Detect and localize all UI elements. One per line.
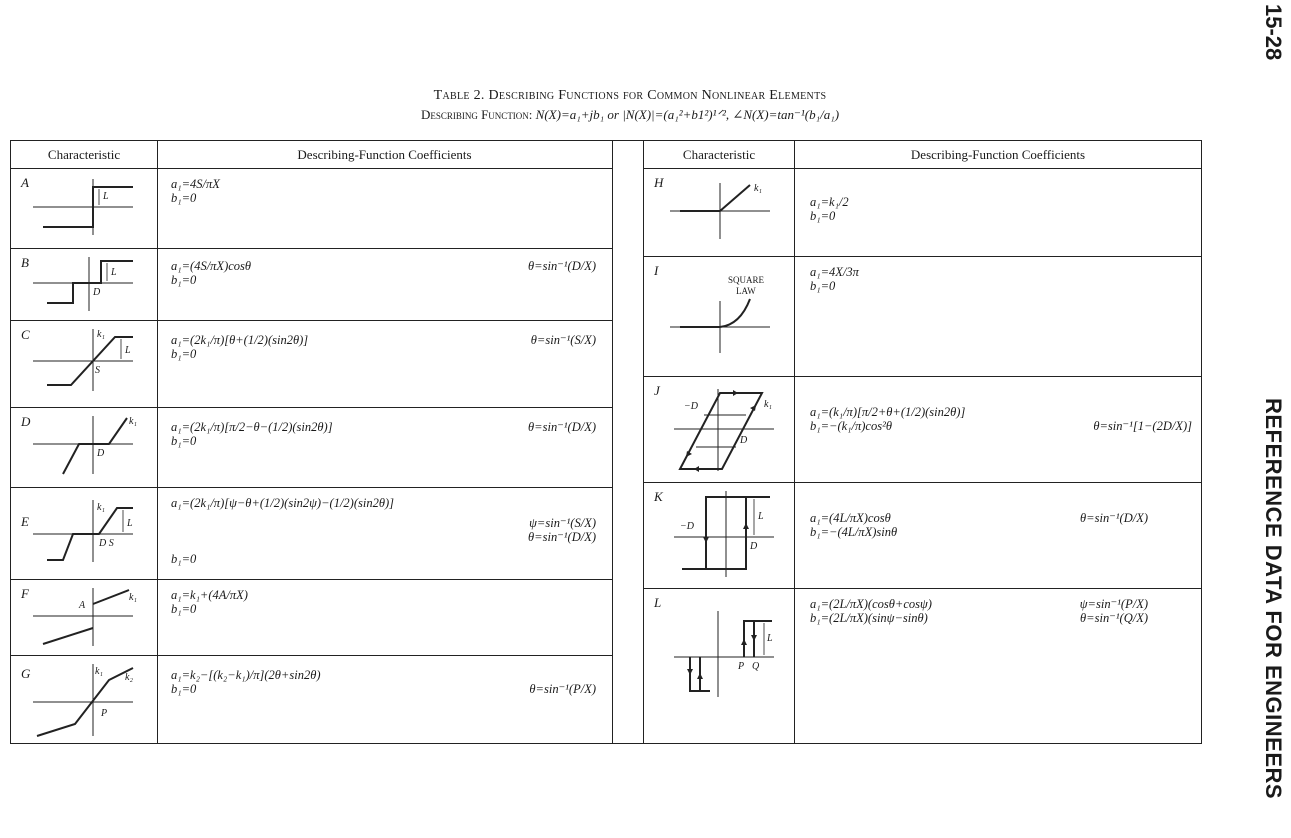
sketch-label: k₁ — [754, 183, 762, 194]
table-row-e — [11, 488, 612, 580]
coef-a1: a₁=(2k₁/π)[ψ−θ+(1/2)(sin2ψ)−(1/2)(sin2θ)] — [171, 496, 394, 510]
sketch-label: k₁ — [97, 502, 105, 513]
sketch-label: L — [767, 633, 773, 644]
characteristic-sketch-g — [33, 662, 143, 738]
row-letter: J — [654, 383, 660, 398]
row-letter: F — [21, 586, 29, 601]
table-row-d — [11, 408, 612, 488]
coef-b1: b₁=0 — [171, 552, 197, 566]
sketch-label: A — [79, 600, 86, 611]
sketch-label: k₁ — [129, 592, 137, 603]
characteristic-sketch-e — [33, 498, 143, 564]
coef-a1: a₁=(2k₁/π)[θ+(1/2)(sin2θ)] — [171, 333, 309, 347]
row-letter: I — [654, 263, 659, 278]
coef-a1: a₁=(k₁/π)[π/2+θ+(1/2)(sin2θ)] — [810, 405, 966, 419]
characteristic-sketch-k — [674, 489, 784, 579]
sketch-label: L — [103, 191, 109, 202]
coef-b1: b₁=0 — [171, 191, 197, 205]
coef-angle: θ=sin⁻¹(D/X) — [528, 259, 596, 273]
table-title: Table 2. Describing Functions for Common Nonlinear Elements — [433, 88, 827, 103]
coef-angle: ψ=sin⁻¹(P/X) — [1079, 597, 1148, 611]
coef-angle: ψ=sin⁻¹(S/X) — [529, 516, 596, 530]
characteristic-sketch-f — [33, 586, 143, 648]
sketch-label: −D — [684, 401, 698, 412]
coef-angle: θ=sin⁻¹(P/X) — [529, 682, 596, 696]
table-row-k — [644, 483, 1202, 589]
coef-b1: b₁=(2L/πX)(sinψ−sinθ) — [810, 611, 928, 625]
page-number: 15-28 — [1261, 4, 1286, 61]
sketch-label: L — [125, 345, 131, 356]
coef-b1: b₁=0 — [171, 434, 197, 448]
coef-angle: θ=sin⁻¹(D/X) — [528, 530, 596, 544]
row-letter: C — [21, 327, 30, 342]
table-row-i — [644, 257, 1202, 377]
table-row-j — [644, 377, 1202, 483]
subtitle-formula: N(X)=a₁+jb₁ or |N(X)|=(a₁²+b1²)¹ᐟ², ∠N(X)=tan⁻¹(b₁/a₁) — [535, 107, 840, 122]
sketch-label: k₁ — [95, 666, 103, 677]
header-characteristic-right: Characteristic — [644, 141, 794, 169]
coef-b1: b₁=0 — [810, 279, 836, 293]
coef-a1: a₁=(4L/πX)cosθ — [810, 511, 891, 525]
table-right-half — [643, 141, 1202, 743]
row-letter: G — [21, 666, 31, 681]
characteristic-sketch-l — [674, 609, 784, 699]
coef-a1: a₁=k₁/2 — [810, 195, 849, 209]
coef-a1: a₁=k₂−[(k₂−k₁)/π](2θ+sin2θ) — [171, 668, 321, 682]
sketch-label: S — [95, 365, 100, 376]
characteristic-sketch-h — [670, 177, 780, 241]
characteristic-sketch-a — [33, 177, 143, 237]
table-left-half — [11, 141, 613, 743]
characteristic-sketch-d — [33, 414, 143, 476]
table-row-g — [11, 656, 612, 743]
coef-b1: b₁=0 — [171, 347, 197, 361]
coef-a1: a₁=4X/3π — [810, 265, 859, 279]
sketch-label: D S — [99, 538, 114, 549]
coef-angle: θ=sin⁻¹(S/X) — [530, 333, 596, 347]
header-coefficients-right: Describing-Function Coefficients — [794, 141, 1202, 169]
table-row-b — [11, 249, 612, 321]
sketch-label: k₁ — [129, 416, 137, 427]
table-row-a — [11, 169, 612, 249]
row-letter: L — [654, 595, 662, 610]
coef-a1: a₁=(4S/πX)cosθ — [171, 259, 252, 273]
table-row-f — [11, 580, 612, 656]
coef-b1: b₁=0 — [171, 273, 197, 287]
coef-a1: a₁=4S/πX — [171, 177, 220, 191]
row-letter: D — [21, 414, 31, 429]
sketch-label: k₂ — [125, 672, 133, 683]
row-letter: A — [21, 175, 29, 190]
sketch-label: k₁ — [764, 399, 772, 410]
header-coefficients-left: Describing-Function Coefficients — [157, 141, 612, 169]
characteristic-sketch-c — [33, 327, 143, 393]
row-letter: H — [654, 175, 664, 190]
coef-b1: b₁=0 — [171, 682, 197, 696]
sketch-label: P — [738, 661, 745, 672]
sketch-label: L — [758, 511, 764, 522]
row-letter: E — [21, 514, 29, 529]
coef-angle: θ=sin⁻¹(D/X) — [528, 420, 596, 434]
sketch-label: D — [93, 287, 101, 298]
coef-angle: θ=sin⁻¹[1−(2D/X)] — [1093, 419, 1192, 433]
sketch-label: k₁ — [97, 329, 105, 340]
row-letter: K — [654, 489, 663, 504]
sketch-label: SQUARE — [728, 275, 765, 285]
characteristic-sketch-b — [33, 255, 143, 315]
table-row-c — [11, 321, 612, 408]
sketch-label: LAW — [736, 286, 756, 296]
sketch-label: D — [740, 435, 748, 446]
table-subtitle — [160, 107, 1100, 123]
coef-a1: a₁=(2L/πX)(cosθ+cosψ) — [810, 597, 932, 611]
describing-function-table — [10, 140, 1202, 744]
header-characteristic-left: Characteristic — [11, 141, 157, 169]
coef-a1: a₁=k₁+(4A/πX) — [171, 588, 248, 602]
coef-angle: θ=sin⁻¹(D/X) — [1080, 511, 1148, 525]
coef-b1: b₁=0 — [171, 602, 197, 616]
subtitle-lead: Describing Function: — [420, 107, 533, 122]
sketch-label: P — [101, 708, 108, 719]
table-row-l — [644, 589, 1202, 743]
sketch-label: L — [111, 267, 117, 278]
characteristic-sketch-i — [670, 267, 780, 353]
running-head: REFERENCE DATA FOR ENGINEERS — [1261, 398, 1286, 800]
coef-a1: a₁=(2k₁/π)[π/2−θ−(1/2)(sin2θ)] — [171, 420, 333, 434]
coef-angle: θ=sin⁻¹(Q/X) — [1080, 611, 1148, 625]
row-letter: B — [21, 255, 29, 270]
sketch-label: −D — [680, 521, 694, 532]
sketch-label: Q — [752, 661, 760, 672]
sketch-label: D — [97, 448, 105, 459]
sketch-label: L — [127, 518, 133, 529]
characteristic-sketch-j — [674, 387, 784, 473]
sketch-label: D — [750, 541, 758, 552]
table-row-h — [644, 169, 1202, 257]
coef-b1: b₁=−(k₁/π)cos²θ — [810, 419, 892, 433]
coef-b1: b₁=−(4L/πX)sinθ — [810, 525, 898, 539]
coef-b1: b₁=0 — [810, 209, 836, 223]
